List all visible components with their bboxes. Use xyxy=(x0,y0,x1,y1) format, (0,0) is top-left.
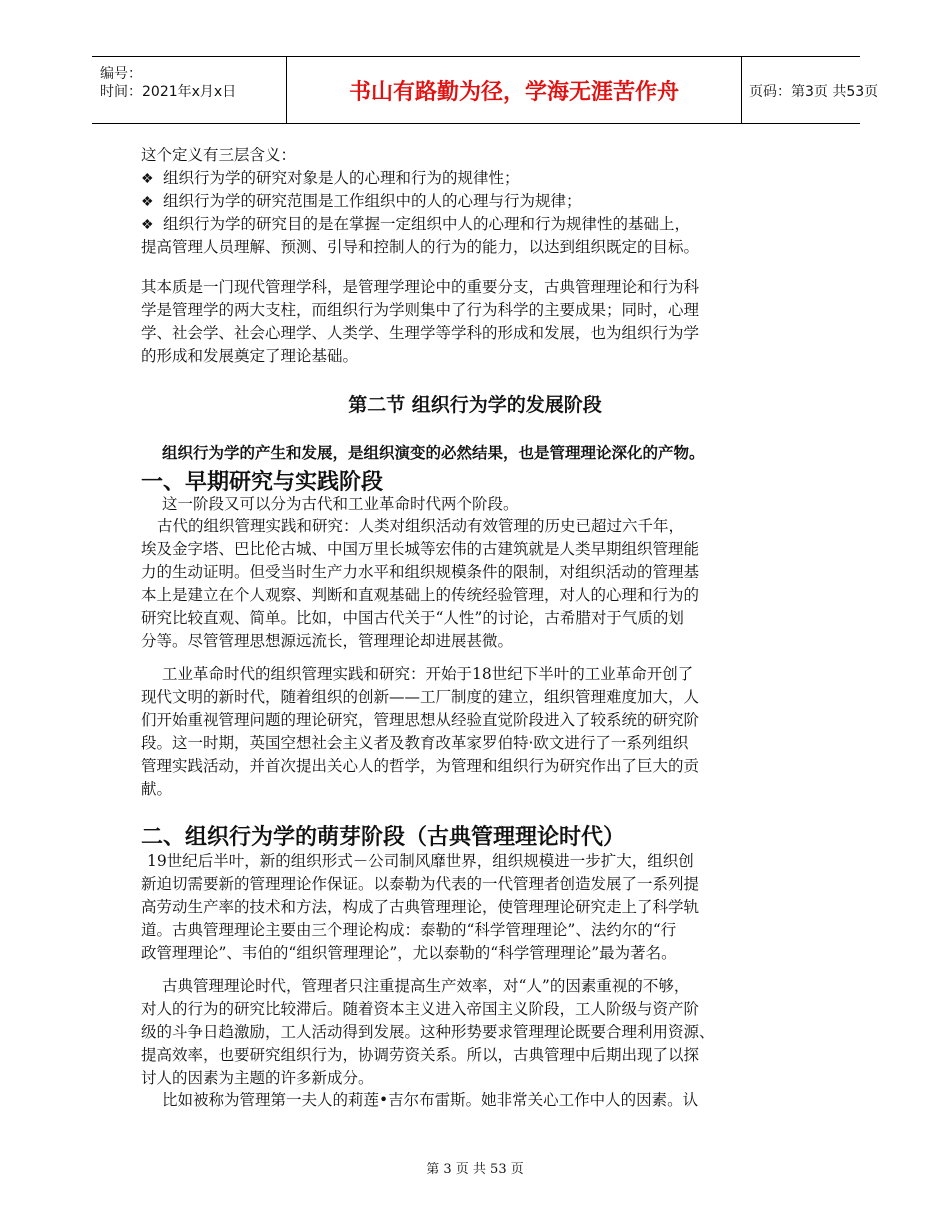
stage-heading: 二、组织行为学的萌芽阶段（古典管理理论时代） xyxy=(141,825,626,850)
header-motto: 书山有路勤为径，学海无涯苦作舟 xyxy=(348,80,679,105)
paragraph-line: 研究比较直观、简单。比如，中国古代关于“人性”的讨论，古希腊对于气质的划 xyxy=(141,609,684,627)
paragraph-line: 古代的组织管理实践和研究：人类对组织活动有效管理的历史已超过六千年， xyxy=(157,517,685,535)
section-summary: 组织行为学的产生和发展，是组织演变的必然结果，也是管理理论深化的产物。 xyxy=(162,443,705,462)
page-header xyxy=(92,56,879,124)
paragraph-line: 献。 xyxy=(141,780,173,798)
stage-heading: 一、早期研究与实践阶段 xyxy=(141,470,384,495)
paragraph-line: 古典管理理论时代，管理者只注重提高生产效率，对“人”的因素重视的不够， xyxy=(162,977,690,995)
paragraph-line: 政管理理论”、韦伯的“组织管理理论”，尤以泰勒的“科学管理理论”最为著名。 xyxy=(141,944,677,962)
header-info-cell xyxy=(92,57,286,123)
paragraph-line: 埃及金字塔、巴比伦古城、中国万里长城等宏伟的古建筑就是人类早期组织管理能 xyxy=(141,540,700,558)
paragraph-line: 提高效率，也要研究组织行为，协调劳资关系。所以，古典管理中后期出现了以探 xyxy=(141,1046,700,1064)
document-number-label: 编号： xyxy=(100,66,142,82)
paragraph-line: 高劳动生产率的技术和方法，构成了古典管理理论，使管理理论研究走上了科学轨 xyxy=(141,898,700,916)
document-date-label: 时间：2021年x月x日 xyxy=(100,84,237,100)
paragraph-line: 道。古典管理理论主要由三个理论构成：泰勒的“科学管理理论”、法约尔的“行 xyxy=(141,921,677,939)
paragraph-line: 力的生动证明。但受当时生产力水平和组织规模条件的限制，对组织活动的管理基 xyxy=(141,563,700,581)
paragraph-line: 们开始重视管理问题的理论研究，管理思想从经验直觉阶段进入了较系统的研究阶 xyxy=(141,711,700,729)
bullet-item: ❖ 组织行为学的研究范围是工作组织中的人的心理与行为规律； xyxy=(141,192,582,210)
paragraph-line: 这一阶段又可以分为古代和工业革命时代两个阶段。 xyxy=(162,495,519,513)
section-title: 第二节 组织行为学的发展阶段 xyxy=(348,394,602,416)
header-page-number: 页码：第3页 共53页 xyxy=(749,84,879,100)
paragraph-line: 本上是建立在个人观察、判断和直观基础上的传统经验管理，对人的心理和行为的 xyxy=(141,586,700,604)
header-motto-cell xyxy=(286,57,742,123)
diamond-bullet-icon: ❖ xyxy=(141,194,154,210)
intro-lead: 这个定义有三层含义： xyxy=(141,146,297,164)
paragraph-line: 19世纪后半叶，新的组织形式－公司制风靡世界，组织规模进一步扩大，组织创 xyxy=(147,852,694,870)
paragraph-line: 的形成和发展奠定了理论基础。 xyxy=(141,347,359,365)
diamond-bullet-icon: ❖ xyxy=(141,217,154,233)
page-footer: 第 3 页 共 53 页 xyxy=(426,1162,524,1177)
paragraph-line: 学、社会学、社会心理学、人类学、生理学等学科的形成和发展，也为组织行为学 xyxy=(141,324,700,342)
paragraph-line: 分等。尽管管理思想源远流长，管理理论却进展甚微。 xyxy=(141,632,514,650)
bullet-item: ❖ 组织行为学的研究对象是人的心理和行为的规律性； xyxy=(141,169,520,187)
paragraph-line: 级的斗争日趋激励，工人活动得到发展。这种形势要求管理理论既要合理利用资源、 xyxy=(141,1023,715,1041)
paragraph-line: 工业革命时代的组织管理实践和研究：开始于18世纪下半叶的工业革命开创了 xyxy=(162,665,694,683)
header-page-cell xyxy=(741,57,879,123)
bullet-item: ❖ 组织行为学的研究目的是在掌握一定组织中人的心理和行为规律性的基础上， xyxy=(141,215,691,233)
paragraph-line: 段。这一时期，英国空想社会主义者及教育改革家罗伯特·欧文进行了一系列组织 xyxy=(141,734,689,752)
paragraph-line: 学是管理学的两大支柱，而组织行为学则集中了行为科学的主要成果；同时，心理 xyxy=(141,301,700,319)
diamond-bullet-icon: ❖ xyxy=(141,171,154,187)
paragraph-line: 管理实践活动，并首次提出关心人的哲学，为管理和组织行为研究作出了巨大的贡 xyxy=(141,757,700,775)
paragraph-line: 新迫切需要新的管理理论作保证。以泰勒为代表的一代管理者创造发展了一系列提 xyxy=(141,875,700,893)
paragraph-line: 讨人的因素为主题的许多新成分。 xyxy=(141,1069,374,1087)
paragraph-line: 比如被称为管理第一夫人的莉莲•吉尔布雷斯。她非常关心工作中人的因素。认 xyxy=(162,1091,699,1109)
paragraph-line: 现代文明的新时代，随着组织的创新——工厂制度的建立，组织管理难度加大，人 xyxy=(141,688,700,706)
paragraph-line: 对人的行为的研究比较滞后。随着资本主义进入帝国主义阶段，工人阶级与资产阶 xyxy=(141,1000,700,1018)
paragraph-line: 其本质是一门现代管理学科，是管理学理论中的重要分支，古典管理理论和行为科 xyxy=(141,278,700,296)
bullet-continuation: 提高管理人员理解、预测、引导和控制人的行为的能力，以达到组织既定的目标。 xyxy=(141,238,700,256)
